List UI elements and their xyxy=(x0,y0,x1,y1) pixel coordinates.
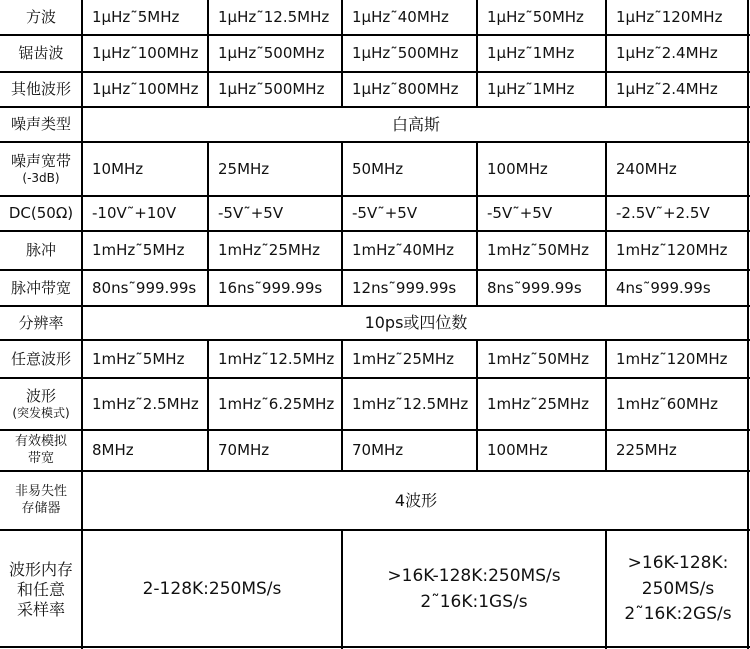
memory-spec-line: 2˜16K:2GS/s xyxy=(624,604,732,625)
column-divider xyxy=(476,430,478,471)
spec-value xyxy=(616,378,750,430)
column-divider xyxy=(341,35,343,72)
column-divider xyxy=(605,0,607,35)
column-divider xyxy=(605,430,607,471)
row-divider xyxy=(0,470,750,472)
spec-value-text: 1μHz˜50MHz xyxy=(487,8,584,27)
row-label-text: 脉冲带宽 xyxy=(10,278,71,297)
memory-spec-line: >16K-128K:250MS/s xyxy=(387,566,561,586)
spec-value-text: 1mHz˜5MHz xyxy=(92,241,185,260)
row-label-text: 噪声类型 xyxy=(10,115,71,134)
spec-span-text: 4波形 xyxy=(394,490,438,510)
spec-value-text: 1μHz˜500MHz xyxy=(218,44,325,63)
spec-value xyxy=(487,430,606,471)
spec-value xyxy=(218,72,342,107)
spec-value xyxy=(616,196,750,231)
column-divider xyxy=(476,72,478,107)
row-label-lines xyxy=(15,434,67,467)
spec-value xyxy=(218,378,342,430)
spec-value xyxy=(352,0,477,35)
spec-value xyxy=(352,72,477,107)
row-label-text: 脉冲 xyxy=(25,241,56,260)
row-label-lines xyxy=(11,152,71,186)
spec-value xyxy=(218,0,342,35)
spec-value xyxy=(218,142,342,196)
column-divider xyxy=(207,378,209,430)
column-divider xyxy=(341,378,343,430)
row-divider xyxy=(0,305,750,307)
spec-value xyxy=(487,340,606,378)
row-label xyxy=(0,196,82,231)
row-divider xyxy=(0,230,750,232)
spec-value xyxy=(92,142,208,196)
spec-value-text: 80ns˜999.99s xyxy=(92,278,197,297)
spec-value-text: 1μHz˜5MHz xyxy=(92,8,180,27)
memory-spec xyxy=(606,530,750,649)
spec-value xyxy=(487,231,606,270)
spec-value-text: -5V˜+5V xyxy=(487,204,553,223)
spec-value-text: 25MHz xyxy=(218,159,270,178)
spec-value-text: 1μHz˜500MHz xyxy=(218,80,325,99)
column-divider xyxy=(605,72,607,107)
spec-value-text: -2.5V˜+2.5V xyxy=(616,204,710,223)
spec-value-text: 1mHz˜12.5MHz xyxy=(352,394,469,413)
spec-value-text: 1mHz˜6.25MHz xyxy=(218,394,335,413)
memory-spec xyxy=(82,530,342,649)
row-divider xyxy=(0,195,750,197)
row-label-main: 有效模拟 xyxy=(14,434,67,450)
row-label-text: 其他波形 xyxy=(10,80,71,99)
spec-value xyxy=(487,0,606,35)
column-divider xyxy=(476,340,478,378)
column-divider xyxy=(341,142,343,196)
column-divider xyxy=(476,231,478,270)
spec-value xyxy=(487,196,606,231)
spec-value xyxy=(616,270,750,306)
spec-value xyxy=(218,430,342,471)
spec-value xyxy=(616,0,750,35)
spec-value-text: 1μHz˜2.4MHz xyxy=(616,80,718,99)
spec-value-text: 1mHz˜120MHz xyxy=(616,349,728,368)
spec-value-text: 50MHz xyxy=(352,159,404,178)
column-divider xyxy=(476,196,478,231)
spec-value-text: 1μHz˜100MHz xyxy=(92,80,199,99)
spec-value-text: 1mHz˜5MHz xyxy=(92,349,185,368)
spec-value xyxy=(487,142,606,196)
row-label-text: DC(50Ω) xyxy=(8,204,74,223)
column-divider xyxy=(207,340,209,378)
column-divider xyxy=(605,340,607,378)
column-divider xyxy=(341,72,343,107)
spec-value-text: 1mHz˜120MHz xyxy=(616,241,728,260)
column-divider xyxy=(605,270,607,306)
spec-value-text: 4ns˜999.99s xyxy=(616,278,711,297)
row-label xyxy=(0,430,82,471)
row-divider xyxy=(0,429,750,431)
spec-value-text: 1μHz˜1MHz xyxy=(487,80,575,99)
row-divider xyxy=(0,339,750,341)
spec-value xyxy=(352,35,477,72)
spec-value xyxy=(352,270,477,306)
column-divider xyxy=(207,270,209,306)
row-label-text: 任意波形 xyxy=(10,349,71,368)
column-divider xyxy=(605,142,607,196)
row-label-sub: (-3dB) xyxy=(22,170,60,185)
spec-value-text: 1mHz˜25MHz xyxy=(352,349,454,368)
spec-value-text: 1μHz˜120MHz xyxy=(616,8,723,27)
column-divider xyxy=(605,530,607,649)
spec-value xyxy=(92,430,208,471)
row-label-lines xyxy=(12,387,69,421)
row-label-text: 锯齿波 xyxy=(18,44,64,63)
spec-value-text: 1μHz˜12.5MHz xyxy=(218,8,330,27)
spec-value-text: 1μHz˜500MHz xyxy=(352,44,459,63)
row-label-lines xyxy=(9,560,73,620)
row-label xyxy=(0,340,82,378)
row-label-sub: 带宽 xyxy=(27,450,54,466)
spec-span-value xyxy=(82,107,750,142)
spec-value xyxy=(92,378,208,430)
memory-spec-line: 250MS/s xyxy=(641,578,715,599)
column-divider xyxy=(341,196,343,231)
column-divider xyxy=(341,0,343,35)
column-divider xyxy=(207,430,209,471)
row-label-text: 分辨率 xyxy=(18,313,64,332)
spec-value xyxy=(92,270,208,306)
spec-value xyxy=(218,35,342,72)
row-divider xyxy=(0,377,750,379)
row-label-text: 方波 xyxy=(25,8,56,27)
column-divider xyxy=(341,430,343,471)
spec-value-text: 70MHz xyxy=(218,441,270,460)
spec-value xyxy=(218,270,342,306)
spec-value xyxy=(616,142,750,196)
spec-value-text: 1mHz˜25MHz xyxy=(218,241,320,260)
spec-value xyxy=(92,231,208,270)
row-label xyxy=(0,142,82,196)
spec-value-text: -5V˜+5V xyxy=(218,204,284,223)
memory-spec-line: >16K-128K: xyxy=(627,553,729,574)
spec-value-text: 1mHz˜50MHz xyxy=(487,241,589,260)
spec-value-text: 240MHz xyxy=(616,159,677,178)
column-divider xyxy=(207,231,209,270)
column-divider xyxy=(605,231,607,270)
spec-value xyxy=(92,340,208,378)
spec-span-value xyxy=(82,471,750,530)
spec-value-text: 70MHz xyxy=(352,441,404,460)
row-label-line: 和任意 xyxy=(16,579,65,599)
spec-value xyxy=(92,72,208,107)
spec-span-text: 10ps或四位数 xyxy=(364,313,468,332)
column-divider xyxy=(207,0,209,35)
spec-value-text: 1mHz˜25MHz xyxy=(487,394,589,413)
row-label xyxy=(0,471,82,530)
column-divider xyxy=(476,35,478,72)
spec-value xyxy=(487,35,606,72)
spec-value xyxy=(487,72,606,107)
spec-value xyxy=(616,340,750,378)
row-label xyxy=(0,107,82,142)
spec-value-text: 1mHz˜60MHz xyxy=(616,394,718,413)
column-divider xyxy=(476,270,478,306)
spec-value xyxy=(487,378,606,430)
column-divider xyxy=(605,35,607,72)
row-divider xyxy=(0,269,750,271)
spec-span-value xyxy=(82,306,750,340)
memory-spec-line: 2˜16K:1GS/s xyxy=(420,591,528,612)
spec-span-text: 白高斯 xyxy=(391,114,440,134)
spec-value-text: 1mHz˜50MHz xyxy=(487,349,589,368)
row-divider xyxy=(0,141,750,143)
spec-value xyxy=(92,0,208,35)
spec-value xyxy=(352,340,477,378)
column-divider xyxy=(341,530,343,649)
spec-value-text: 8ns˜999.99s xyxy=(487,278,582,297)
spec-value xyxy=(487,270,606,306)
column-divider xyxy=(747,0,749,649)
spec-value xyxy=(92,35,208,72)
memory-spec-line: 2-128K:250MS/s xyxy=(142,578,282,599)
spec-value-text: -5V˜+5V xyxy=(352,204,418,223)
column-divider xyxy=(207,35,209,72)
spec-value xyxy=(616,231,750,270)
spec-value-text: 12ns˜999.99s xyxy=(352,278,457,297)
row-label xyxy=(0,530,82,649)
column-divider xyxy=(341,231,343,270)
spec-value xyxy=(218,196,342,231)
spec-value-text: 8MHz xyxy=(92,441,134,460)
row-label xyxy=(0,378,82,430)
column-divider xyxy=(476,142,478,196)
spec-value xyxy=(616,35,750,72)
row-label xyxy=(0,35,82,72)
spec-value-text: 1μHz˜1MHz xyxy=(487,44,575,63)
spec-value xyxy=(352,231,477,270)
spec-value-text: 16ns˜999.99s xyxy=(218,278,323,297)
column-divider xyxy=(207,196,209,231)
spec-value-text: 1μHz˜100MHz xyxy=(92,44,199,63)
memory-spec xyxy=(342,530,606,649)
spec-value xyxy=(352,378,477,430)
column-divider xyxy=(476,378,478,430)
row-label xyxy=(0,231,82,270)
spec-value-text: 1mHz˜12.5MHz xyxy=(218,349,335,368)
column-divider xyxy=(207,72,209,107)
column-divider xyxy=(605,196,607,231)
spec-value xyxy=(218,340,342,378)
row-label xyxy=(0,0,82,35)
spec-value-text: 1μHz˜40MHz xyxy=(352,8,449,27)
row-label xyxy=(0,72,82,107)
spec-value xyxy=(352,430,477,471)
row-divider xyxy=(0,106,750,108)
column-divider xyxy=(476,0,478,35)
row-divider xyxy=(0,71,750,73)
spec-value-text: 1μHz˜800MHz xyxy=(352,80,459,99)
column-divider xyxy=(341,270,343,306)
spec-value-text: 1mHz˜40MHz xyxy=(352,241,454,260)
row-label-line: 采样率 xyxy=(16,599,65,619)
row-label-sub: (突发模式) xyxy=(12,405,70,420)
spec-value xyxy=(352,196,477,231)
row-divider xyxy=(0,646,750,648)
column-divider xyxy=(341,340,343,378)
row-label-main: 非易失性 xyxy=(14,484,67,500)
row-divider xyxy=(0,529,750,531)
row-label xyxy=(0,306,82,340)
spec-value-text: 1mHz˜2.5MHz xyxy=(92,394,199,413)
spec-value xyxy=(616,72,750,107)
spec-value xyxy=(92,196,208,231)
spec-value-text: 1μHz˜2.4MHz xyxy=(616,44,718,63)
spec-value xyxy=(352,142,477,196)
spec-value xyxy=(616,430,750,471)
column-divider xyxy=(81,0,83,649)
row-label-line: 波形内存 xyxy=(8,559,73,579)
row-label-main: 波形 xyxy=(25,387,56,406)
row-divider xyxy=(0,34,750,36)
row-label-main: 噪声宽带 xyxy=(10,152,71,171)
spec-value-text: -10V˜+10V xyxy=(92,204,177,223)
spec-value-text: 225MHz xyxy=(616,441,677,460)
column-divider xyxy=(605,378,607,430)
row-label-lines xyxy=(15,484,67,517)
spec-value-text: 100MHz xyxy=(487,441,548,460)
row-label-sub: 存储器 xyxy=(21,500,61,516)
spec-value-text: 100MHz xyxy=(487,159,548,178)
row-label xyxy=(0,270,82,306)
spec-value xyxy=(218,231,342,270)
spec-value-text: 10MHz xyxy=(92,159,144,178)
column-divider xyxy=(207,142,209,196)
